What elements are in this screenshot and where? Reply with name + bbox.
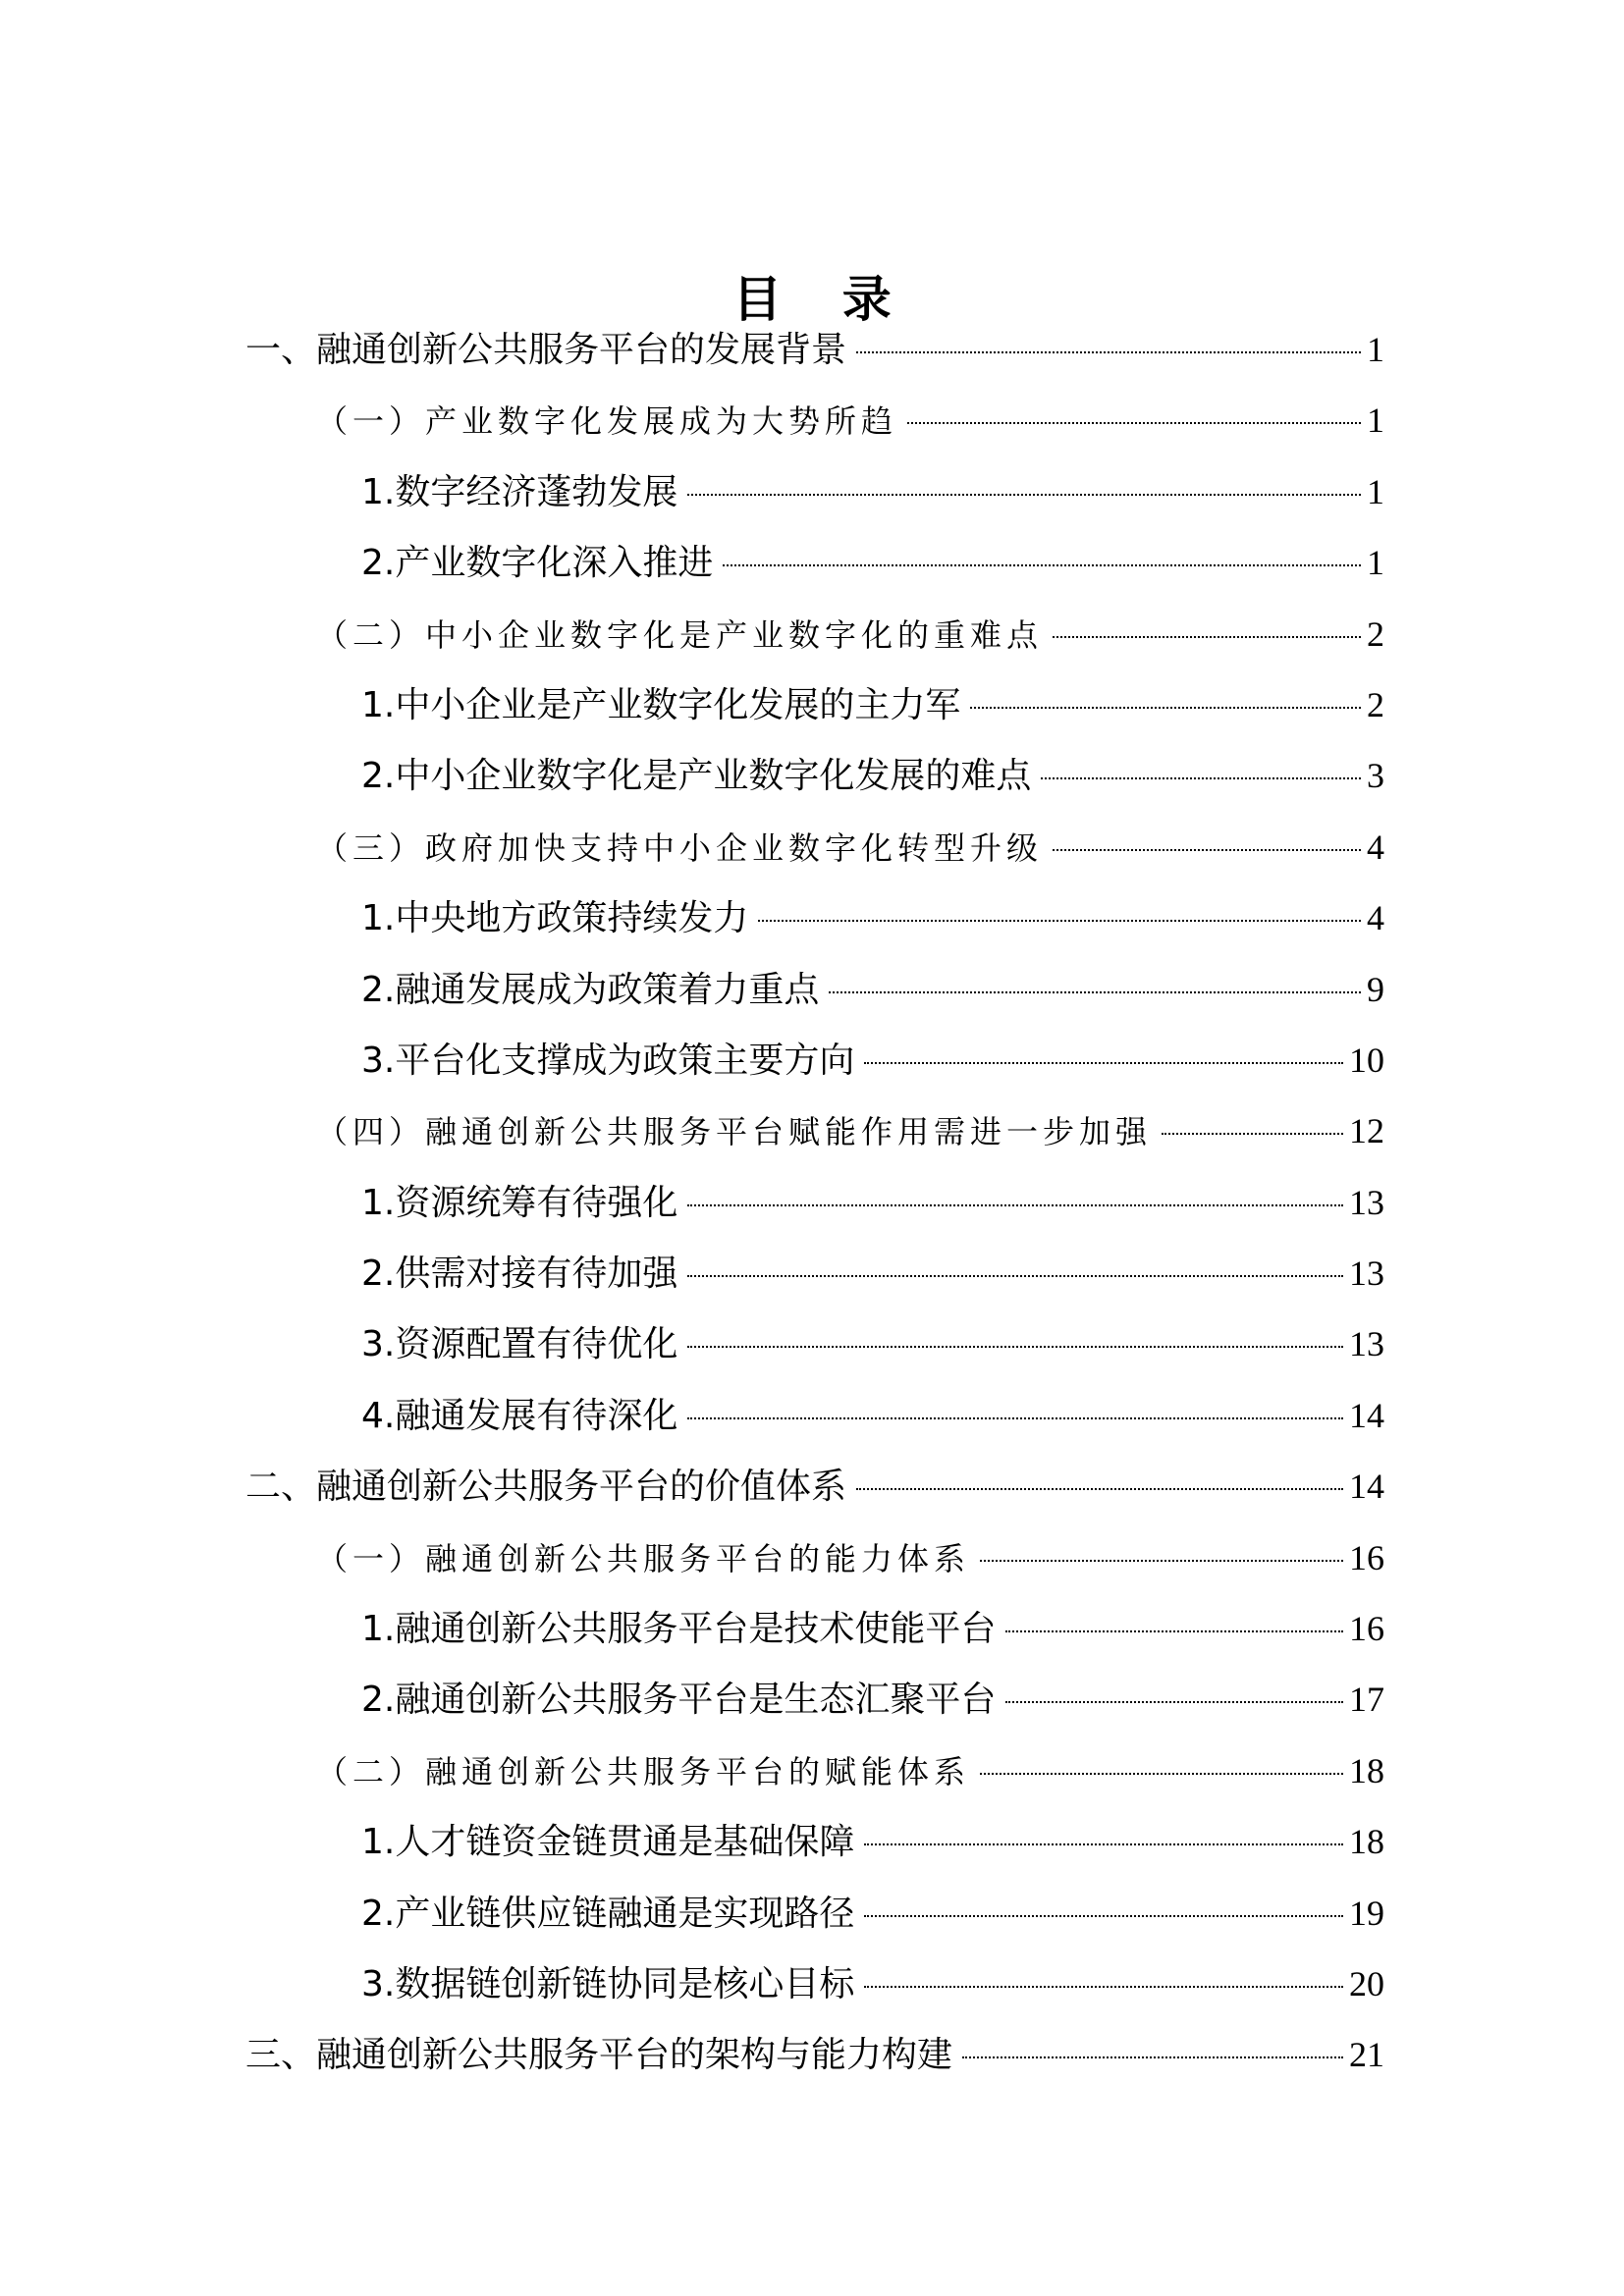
- toc-entry-label: 1.中央地方政策持续发力: [361, 898, 749, 939]
- dot-leader: [687, 494, 1361, 496]
- dot-leader: [723, 564, 1361, 566]
- toc-entry-level-3[interactable]: [245, 669, 1384, 740]
- dot-leader: [687, 1275, 1343, 1277]
- toc-entry-label: 1.融通创新公共服务平台是技术使能平台: [361, 1609, 997, 1650]
- toc-entry-level-1[interactable]: [245, 1451, 1384, 1522]
- toc-entry-label: 1.数字经济蓬勃发展: [361, 471, 678, 512]
- toc-page-number: 17: [1349, 1680, 1384, 1720]
- toc-entry-label: 1.资源统筹有待强化: [361, 1182, 678, 1223]
- dot-leader: [758, 920, 1361, 922]
- toc-entry-level-2[interactable]: [245, 1735, 1384, 1806]
- dot-leader: [864, 1915, 1343, 1917]
- toc-entry-level-3[interactable]: [245, 527, 1384, 598]
- dot-leader: [864, 1843, 1343, 1845]
- toc-entry-level-3[interactable]: [245, 954, 1384, 1025]
- toc-entry-level-2[interactable]: [245, 385, 1384, 455]
- dot-leader: [864, 1062, 1343, 1064]
- toc-page-number: 13: [1349, 1182, 1384, 1222]
- toc-entry-level-3[interactable]: [245, 1308, 1384, 1379]
- toc-entry-label: 三、融通创新公共服务平台的架构与能力构建: [245, 2035, 953, 2076]
- dot-leader: [856, 1488, 1343, 1490]
- toc-page-number: 14: [1349, 1395, 1384, 1435]
- toc-page-number: 4: [1367, 898, 1384, 938]
- toc-page-number: 16: [1349, 1537, 1384, 1577]
- toc-entry-label: 3.数据链创新链协同是核心目标: [361, 1963, 855, 2004]
- toc-entry-level-3[interactable]: [245, 456, 1384, 527]
- dot-leader: [864, 1986, 1343, 1988]
- toc-entry-level-2[interactable]: [245, 599, 1384, 669]
- dot-leader: [829, 991, 1361, 993]
- toc-page-number: 18: [1349, 1750, 1384, 1790]
- toc-entry-level-3[interactable]: [245, 1380, 1384, 1451]
- toc-entry-label: （三）政府加快支持中小企业数字化转型升级: [316, 828, 1044, 867]
- toc-page-number: 14: [1349, 1467, 1384, 1507]
- toc-entry-level-1[interactable]: [245, 2019, 1384, 2090]
- dot-leader: [1005, 1630, 1343, 1632]
- toc-entry-label: 1.中小企业是产业数字化发展的主力军: [361, 684, 961, 725]
- dot-leader: [687, 1417, 1343, 1419]
- toc-entry-level-1[interactable]: [245, 314, 1384, 385]
- toc-page-number: 19: [1349, 1893, 1384, 1933]
- dot-leader: [1053, 636, 1361, 638]
- dot-leader: [687, 1346, 1343, 1348]
- toc-entry-label: 一、融通创新公共服务平台的发展背景: [245, 330, 847, 370]
- toc-page-number: 1: [1367, 471, 1384, 511]
- toc-page-number: 2: [1367, 684, 1384, 724]
- toc-entry-label: 2.产业数字化深入推进: [361, 543, 714, 584]
- toc-page-number: 3: [1367, 756, 1384, 796]
- dot-leader: [907, 422, 1361, 424]
- page-title: 目 录: [732, 270, 913, 328]
- toc-entry-level-3[interactable]: [245, 1025, 1384, 1095]
- dot-leader: [1053, 849, 1361, 851]
- toc-page-number: 18: [1349, 1822, 1384, 1862]
- toc-entry-level-2[interactable]: [245, 812, 1384, 882]
- dot-leader: [1162, 1133, 1343, 1135]
- toc-page-number: 1: [1367, 400, 1384, 441]
- toc-entry-label: 4.融通发展有待深化: [361, 1395, 678, 1436]
- toc-entry-level-3[interactable]: [245, 1949, 1384, 2019]
- toc-entry-label: 2.融通创新公共服务平台是生态汇聚平台: [361, 1680, 997, 1721]
- dot-leader: [856, 351, 1361, 353]
- toc-entry-label: 3.资源配置有待优化: [361, 1324, 678, 1365]
- toc-page-number: 1: [1367, 543, 1384, 583]
- toc-page-number: 12: [1349, 1111, 1384, 1151]
- dot-leader: [980, 1773, 1343, 1775]
- dot-leader: [687, 1204, 1343, 1206]
- toc-entry-level-3[interactable]: [245, 740, 1384, 811]
- toc-entry-label: （二）融通创新公共服务平台的赋能体系: [316, 1752, 971, 1790]
- toc-entry-level-3[interactable]: [245, 1167, 1384, 1238]
- toc-entry-level-3[interactable]: [245, 1664, 1384, 1735]
- toc-page-number: 13: [1349, 1324, 1384, 1364]
- toc-entry-level-3[interactable]: [245, 882, 1384, 953]
- toc-page-number: 16: [1349, 1609, 1384, 1649]
- toc-page-number: 2: [1367, 614, 1384, 654]
- toc-page-number: 20: [1349, 1963, 1384, 2003]
- toc-entry-label: 3.平台化支撑成为政策主要方向: [361, 1040, 855, 1081]
- toc-entry-label: 二、融通创新公共服务平台的价值体系: [245, 1467, 847, 1508]
- toc-page-number: 10: [1349, 1040, 1384, 1080]
- toc-entry-level-2[interactable]: [245, 1522, 1384, 1593]
- toc-entry-label: （一）产业数字化发展成为大势所趋: [316, 402, 898, 441]
- toc-entry-label: 2.中小企业数字化是产业数字化发展的难点: [361, 756, 1032, 797]
- toc-entry-level-3[interactable]: [245, 1238, 1384, 1308]
- toc-entry-level-2[interactable]: [245, 1095, 1384, 1166]
- dot-leader: [970, 707, 1361, 709]
- toc-entry-label: （四）融通创新公共服务平台赋能作用需进一步加强: [316, 1113, 1153, 1151]
- dot-leader: [1005, 1701, 1343, 1703]
- toc-entry-level-3[interactable]: [245, 1878, 1384, 1949]
- toc-entry-label: （二）中小企业数字化是产业数字化的重难点: [316, 615, 1044, 654]
- toc-entry-label: 1.人才链资金链贯通是基础保障: [361, 1822, 855, 1863]
- toc-page-number: 1: [1367, 330, 1384, 369]
- toc-page-number: 4: [1367, 827, 1384, 867]
- toc-page-number: 9: [1367, 969, 1384, 1009]
- toc-entry-label: 2.产业链供应链融通是实现路径: [361, 1893, 855, 1934]
- table-of-contents: [245, 314, 1384, 2091]
- toc-entry-label: 2.融通发展成为政策着力重点: [361, 969, 820, 1010]
- dot-leader: [1041, 777, 1361, 779]
- toc-entry-level-3[interactable]: [245, 1806, 1384, 1877]
- toc-page-number: 13: [1349, 1254, 1384, 1294]
- toc-entry-label: （一）融通创新公共服务平台的能力体系: [316, 1539, 971, 1577]
- toc-page-number: 21: [1349, 2035, 1384, 2075]
- toc-entry-label: 2.供需对接有待加强: [361, 1254, 678, 1295]
- dot-leader: [962, 2056, 1343, 2058]
- dot-leader: [980, 1560, 1343, 1562]
- toc-entry-level-3[interactable]: [245, 1593, 1384, 1664]
